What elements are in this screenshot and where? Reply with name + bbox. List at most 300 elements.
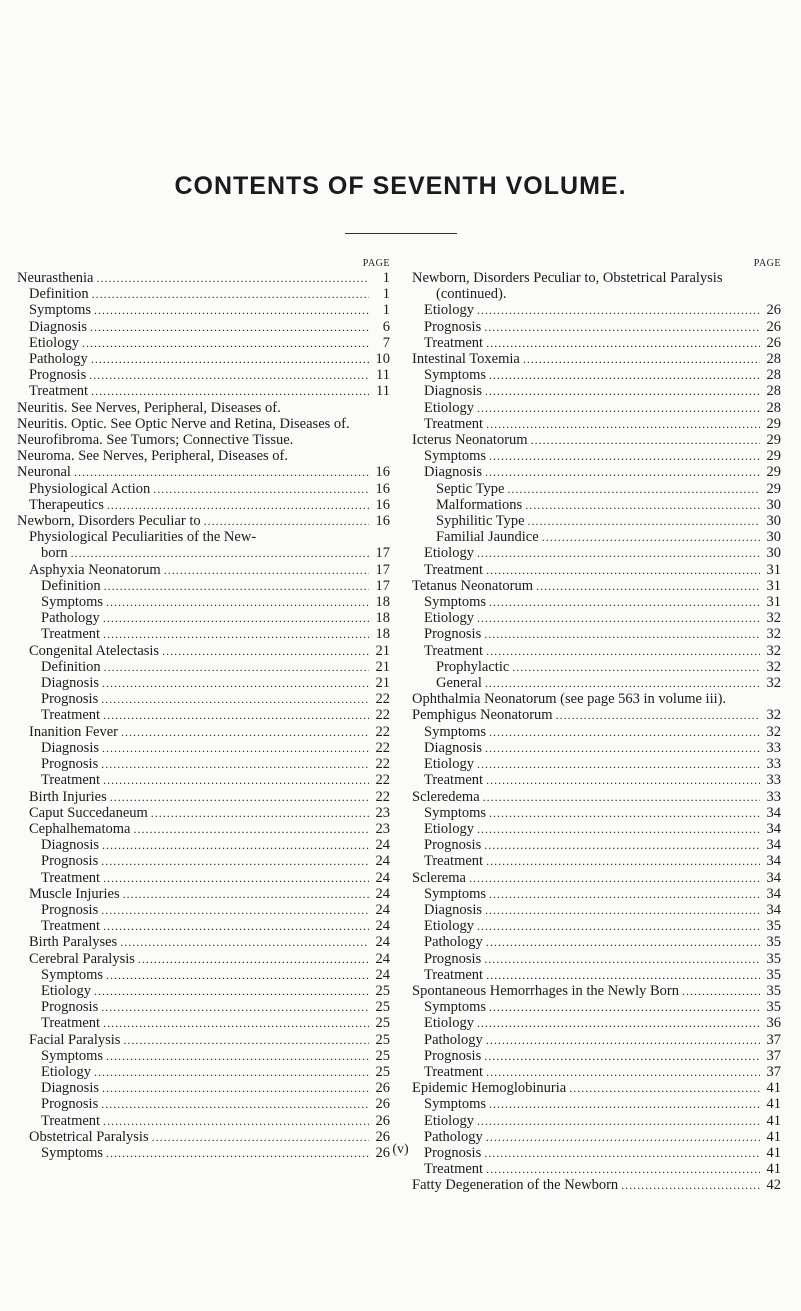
dot-leader: [91, 351, 369, 367]
dot-leader: [523, 351, 760, 367]
dot-leader: [489, 999, 760, 1015]
toc-entry-title: Treatment: [424, 1161, 484, 1178]
toc-entry: [17, 999, 390, 1015]
toc-entry-page: 25: [375, 1047, 390, 1064]
toc-entry-page: 26: [375, 1144, 390, 1161]
toc-entry-page: 29: [766, 415, 781, 432]
toc-entry-title: Symptoms: [424, 723, 487, 740]
toc-entry-title: Prognosis: [41, 691, 99, 708]
dot-leader: [507, 481, 760, 497]
toc-entry-page: 18: [375, 610, 390, 627]
toc-entry: [412, 789, 781, 805]
toc-entry: [412, 1080, 781, 1096]
toc-entry-page: 42: [766, 1177, 781, 1194]
toc-entry: [17, 562, 390, 578]
toc-entry-page: 41: [766, 1161, 781, 1178]
toc-entry-title: Treatment: [41, 918, 101, 935]
dot-leader: [486, 772, 760, 788]
toc-entry-title: Neuronal: [17, 464, 71, 481]
toc-entry: [17, 983, 390, 999]
toc-entry-title: Spontaneous Hemorrhages in the Newly Born: [412, 982, 679, 999]
toc-entry: [17, 351, 390, 367]
toc-entry-page: 35: [766, 918, 781, 935]
toc-entry-title: Symptoms: [424, 367, 487, 384]
toc-entry-title: Etiology: [424, 918, 474, 935]
toc-entry-title: Definition: [41, 577, 101, 594]
toc-entry-page: 22: [375, 723, 390, 740]
toc-entry: [412, 351, 781, 367]
toc-entry-page: 37: [766, 1063, 781, 1080]
toc-entry: [17, 756, 390, 772]
toc-entry: [17, 853, 390, 869]
toc-entry-title: Prophylactic: [436, 658, 510, 675]
dot-leader: [489, 594, 760, 610]
toc-entry-page: 22: [375, 756, 390, 773]
dot-leader: [485, 740, 760, 756]
dot-leader: [123, 886, 369, 902]
toc-entry-title: Icterus Neonatorum: [412, 432, 528, 449]
toc-entry-title: Symptoms: [41, 594, 104, 611]
dot-leader: [104, 578, 369, 594]
toc-entry-title: Treatment: [424, 415, 484, 432]
dot-leader: [512, 659, 760, 675]
toc-entry: [412, 594, 781, 610]
toc-entry: [17, 951, 390, 967]
toc-entry-title: Diagnosis: [424, 464, 482, 481]
toc-entry: [412, 999, 781, 1015]
toc-entry-title: Cephalhematoma: [29, 820, 131, 837]
dot-leader: [489, 886, 760, 902]
dot-leader: [133, 821, 369, 837]
toc-entry: [17, 286, 390, 302]
toc-entry: [412, 724, 781, 740]
dot-leader: [536, 578, 760, 594]
toc-entry-page: 28: [766, 399, 781, 416]
dot-leader: [103, 707, 369, 723]
toc-entry-title: Etiology: [424, 1112, 474, 1129]
toc-entry-title: Congenital Atelectasis: [29, 642, 160, 659]
toc-entry-title: Prognosis: [41, 999, 99, 1016]
dot-leader: [477, 918, 760, 934]
toc-entry-page: 30: [766, 545, 781, 562]
toc-entry-title: born: [41, 545, 68, 562]
dot-leader: [138, 951, 369, 967]
toc-entry: [17, 319, 390, 335]
toc-entry-title: Intestinal Toxemia: [412, 351, 520, 368]
toc-entry-title: Treatment: [41, 707, 101, 724]
title-rule: [345, 233, 457, 234]
toc-entry-title: Obstetrical Paralysis: [29, 1128, 149, 1145]
dot-leader: [103, 918, 369, 934]
dot-leader: [97, 270, 370, 286]
toc-entry-title: Neuritis. Optic. See Optic Nerve and Retina, Diseases of.: [17, 415, 350, 432]
dot-leader: [123, 1032, 369, 1048]
toc-entry-title: Etiology: [424, 302, 474, 319]
toc-entry: [412, 967, 781, 983]
toc-entry-title: Diagnosis: [424, 383, 482, 400]
dot-leader: [103, 772, 369, 788]
toc-entry-page: 33: [766, 739, 781, 756]
dot-leader: [682, 983, 760, 999]
toc-left-column: [17, 258, 390, 1161]
toc-entry-title: Therapeutics: [29, 496, 104, 513]
toc-entry-title: Treatment: [424, 561, 484, 578]
dot-leader: [103, 870, 369, 886]
toc-entry: [412, 302, 781, 318]
toc-entry: [412, 383, 781, 399]
dot-leader: [477, 545, 760, 561]
toc-entry-title: Prognosis: [41, 756, 99, 773]
toc-entry-title: Diagnosis: [29, 318, 87, 335]
toc-entry: [17, 1032, 390, 1048]
toc-entry: [412, 481, 781, 497]
toc-entry-title: Symptoms: [41, 1144, 104, 1161]
dot-leader: [477, 756, 760, 772]
toc-entry-page: 34: [766, 901, 781, 918]
toc-entry-title: Symptoms: [41, 1047, 104, 1064]
toc-entry: [17, 967, 390, 983]
dot-leader: [94, 983, 369, 999]
toc-entry: [412, 643, 781, 659]
toc-entry: [412, 626, 781, 642]
toc-entry: [412, 902, 781, 918]
dot-leader: [569, 1080, 760, 1096]
toc-entry: [412, 1064, 781, 1080]
toc-entry: [17, 448, 390, 464]
toc-entry-page: 30: [766, 513, 781, 530]
toc-entry: [17, 724, 390, 740]
toc-entry: [17, 610, 390, 626]
toc-entry: [17, 821, 390, 837]
dot-leader: [110, 789, 369, 805]
toc-entry: [17, 578, 390, 594]
toc-entry: [412, 659, 781, 675]
toc-entry-page: 26: [766, 334, 781, 351]
toc-entry: [412, 853, 781, 869]
toc-entry-title: Treatment: [41, 626, 101, 643]
toc-entry: [17, 481, 390, 497]
toc-entry-page: 24: [375, 901, 390, 918]
dot-leader: [101, 756, 369, 772]
toc-entry-page: 33: [766, 788, 781, 805]
toc-entry-page: 34: [766, 837, 781, 854]
toc-entry-title: Symptoms: [424, 448, 487, 465]
toc-entry: [412, 335, 781, 351]
toc-entry: [412, 934, 781, 950]
toc-entry-page: 24: [375, 934, 390, 951]
toc-entry-title: Diagnosis: [41, 837, 99, 854]
toc-entry-title: Asphyxia Neonatorum: [29, 561, 161, 578]
toc-entry-title: Tetanus Neonatorum: [412, 577, 533, 594]
dot-leader: [101, 999, 369, 1015]
toc-entry: [412, 562, 781, 578]
dot-leader: [621, 1177, 760, 1193]
dot-leader: [94, 1064, 369, 1080]
toc-entry: [412, 1161, 781, 1177]
toc-entry-title: Etiology: [424, 545, 474, 562]
dot-leader: [74, 464, 369, 480]
toc-right-column: [412, 258, 781, 1194]
toc-entry-title: Pathology: [41, 610, 100, 627]
toc-entry-title: Definition: [29, 286, 89, 303]
toc-entry-page: 41: [766, 1096, 781, 1113]
toc-entry-page: 32: [766, 675, 781, 692]
toc-entry: [17, 464, 390, 480]
toc-entry-title: Symptoms: [424, 999, 487, 1016]
toc-entry-page: 37: [766, 1047, 781, 1064]
toc-entry-page: 34: [766, 804, 781, 821]
dot-leader: [477, 610, 760, 626]
toc-entry-title: Etiology: [41, 1063, 91, 1080]
toc-entry-page: 18: [375, 594, 390, 611]
toc-entry: [412, 1032, 781, 1048]
toc-entry: [412, 805, 781, 821]
toc-entry: [412, 270, 781, 302]
toc-entry-page: 34: [766, 869, 781, 886]
toc-entry-page: 11: [376, 367, 390, 384]
toc-entry: [412, 400, 781, 416]
dot-leader: [121, 724, 369, 740]
toc-entry-page: 21: [375, 642, 390, 659]
toc-entry-page: 17: [375, 545, 390, 562]
toc-entry-title: Neurofibroma. See Tumors; Connective Tissue.: [17, 432, 294, 449]
toc-entry: [412, 1096, 781, 1112]
toc-entry-page: 29: [766, 464, 781, 481]
toc-entry-title: Treatment: [41, 772, 101, 789]
toc-entry: [17, 643, 390, 659]
dot-leader: [107, 497, 369, 513]
toc-entry: [412, 707, 781, 723]
toc-entry: [17, 789, 390, 805]
toc-entry: [17, 497, 390, 513]
toc-entry: [17, 513, 390, 529]
toc-entry-title: Etiology: [424, 610, 474, 627]
toc-entry-page: 24: [375, 885, 390, 902]
dot-leader: [489, 724, 760, 740]
toc-entry-title: Diagnosis: [41, 739, 99, 756]
toc-entry-title: Treatment: [424, 853, 484, 870]
dot-leader: [484, 837, 760, 853]
toc-entry-page: 7: [382, 334, 390, 351]
toc-entry: [412, 1113, 781, 1129]
page-column-header: PAGE: [753, 258, 781, 269]
toc-entry: [17, 675, 390, 691]
toc-entry-page: 28: [766, 383, 781, 400]
dot-leader: [485, 675, 760, 691]
toc-entry-title: Physiological Action: [29, 480, 151, 497]
toc-entry-title: Treatment: [424, 772, 484, 789]
toc-entry: [412, 675, 781, 691]
toc-entry: [17, 707, 390, 723]
toc-entry-title: Syphilitic Type: [436, 513, 525, 530]
toc-entry-page: 26: [375, 1080, 390, 1097]
toc-entry-title: Treatment: [424, 642, 484, 659]
toc-entry-title: Prognosis: [29, 367, 87, 384]
toc-entry-page: 11: [376, 383, 390, 400]
toc-entry-title: Diagnosis: [41, 1080, 99, 1097]
toc-entry-page: 25: [375, 999, 390, 1016]
dot-leader: [486, 335, 760, 351]
dot-leader: [104, 659, 369, 675]
toc-entry-page: 24: [375, 918, 390, 935]
toc-entry: [412, 432, 781, 448]
toc-entry-title: Symptoms: [29, 302, 92, 319]
toc-entry-page: 25: [375, 1031, 390, 1048]
dot-leader: [484, 319, 760, 335]
toc-entry: [17, 1113, 390, 1129]
toc-entry-title: Physiological Peculiarities of the New-: [29, 529, 257, 546]
dot-leader: [485, 383, 760, 399]
toc-entry-page: 34: [766, 885, 781, 902]
dot-leader: [486, 643, 760, 659]
toc-entry-title: Diagnosis: [41, 675, 99, 692]
dot-leader: [101, 1096, 369, 1112]
toc-entry-page: 35: [766, 999, 781, 1016]
toc-entry-page: 32: [766, 642, 781, 659]
toc-entry-page: 25: [375, 982, 390, 999]
toc-list-left: [17, 270, 390, 1161]
toc-entry: [412, 367, 781, 383]
toc-entry-title: Symptoms: [424, 1096, 487, 1113]
toc-entry: [412, 1048, 781, 1064]
dot-leader: [484, 626, 760, 642]
dot-leader: [477, 400, 760, 416]
toc-entry-title: Prognosis: [424, 1144, 482, 1161]
toc-entry-page: 24: [375, 869, 390, 886]
toc-list-right: [412, 270, 781, 1194]
toc-entry-page: 26: [375, 1096, 390, 1113]
toc-entry: [412, 691, 781, 707]
toc-entry-title: Newborn, Disorders Peculiar to, Obstetrical Paralysis (continued).: [412, 270, 723, 303]
dot-leader: [485, 902, 760, 918]
dot-leader: [484, 1048, 760, 1064]
toc-entry: [412, 918, 781, 934]
toc-entry-page: 24: [375, 966, 390, 983]
toc-entry-page: 35: [766, 950, 781, 967]
toc-entry: [17, 626, 390, 642]
dot-leader: [486, 562, 760, 578]
toc-entry-page: 16: [375, 480, 390, 497]
toc-entry: [412, 545, 781, 561]
toc-entry-page: 28: [766, 367, 781, 384]
toc-entry-title: Pemphigus Neonatorum: [412, 707, 553, 724]
toc-entry: [17, 367, 390, 383]
toc-entry-title: Etiology: [424, 756, 474, 773]
toc-entry-title: Neuroma. See Nerves, Peripheral, Diseases of.: [17, 448, 288, 465]
toc-entry: [17, 934, 390, 950]
toc-entry: [412, 319, 781, 335]
dot-leader: [204, 513, 369, 529]
toc-entry-page: 26: [375, 1128, 390, 1145]
toc-entry-title: Prognosis: [424, 950, 482, 967]
toc-entry-title: Treatment: [424, 334, 484, 351]
dot-leader: [103, 626, 369, 642]
toc-entry: [17, 691, 390, 707]
toc-entry: [412, 983, 781, 999]
dot-leader: [106, 594, 369, 610]
toc-entry: [412, 1015, 781, 1031]
toc-entry-title: Prognosis: [424, 837, 482, 854]
dot-leader: [82, 335, 369, 351]
toc-entry-page: 24: [375, 853, 390, 870]
toc-entry-title: Pathology: [29, 351, 88, 368]
toc-entry-title: Sclerema: [412, 869, 466, 886]
dot-leader: [101, 853, 369, 869]
toc-entry: [412, 416, 781, 432]
toc-entry: [412, 529, 781, 545]
toc-entry-page: 34: [766, 853, 781, 870]
toc-entry-page: 26: [766, 302, 781, 319]
toc-entry: [17, 270, 390, 286]
toc-entry: [17, 805, 390, 821]
dot-leader: [153, 481, 369, 497]
dot-leader: [103, 1015, 369, 1031]
toc-entry-page: 21: [375, 658, 390, 675]
toc-entry-page: 25: [375, 1063, 390, 1080]
toc-entry-page: 32: [766, 723, 781, 740]
toc-entry: [412, 513, 781, 529]
toc-entry-page: 24: [375, 837, 390, 854]
toc-entry: [17, 1080, 390, 1096]
toc-entry-page: 17: [375, 577, 390, 594]
toc-entry: [412, 886, 781, 902]
page-column-header: PAGE: [362, 258, 390, 269]
toc-entry-page: 26: [766, 318, 781, 335]
toc-entry: [412, 756, 781, 772]
toc-entry-title: Neurasthenia: [17, 270, 94, 286]
dot-leader: [556, 707, 760, 723]
dot-leader: [483, 789, 760, 805]
toc-entry-page: 30: [766, 529, 781, 546]
toc-entry-title: Treatment: [424, 1063, 484, 1080]
toc-entry-title: Prognosis: [424, 318, 482, 335]
toc-entry-page: 23: [375, 820, 390, 837]
toc-entry: [17, 545, 390, 561]
toc-entry: [412, 610, 781, 626]
toc-entry-title: Fatty Degeneration of the Newborn: [412, 1177, 619, 1194]
toc-entry: [17, 594, 390, 610]
toc-entry-page: 1: [382, 286, 390, 303]
toc-entry-page: 31: [766, 594, 781, 611]
toc-entry-page: 31: [766, 577, 781, 594]
toc-entry-title: Pathology: [424, 1128, 483, 1145]
page-title: CONTENTS OF SEVENTH VOLUME.: [174, 172, 627, 200]
toc-entry: [17, 659, 390, 675]
toc-entry-page: 34: [766, 820, 781, 837]
dot-leader: [92, 286, 369, 302]
dot-leader: [71, 545, 369, 561]
toc-entry-page: 32: [766, 658, 781, 675]
dot-leader: [489, 367, 760, 383]
dot-leader: [525, 497, 760, 513]
toc-entry-page: 41: [766, 1144, 781, 1161]
dot-leader: [486, 934, 760, 950]
toc-entry-title: Inanition Fever: [29, 723, 118, 740]
toc-entry-title: Ophthalmia Neonatorum (see page 563 in volume iii).: [412, 691, 727, 708]
toc-entry: [17, 740, 390, 756]
toc-entry-page: 24: [375, 950, 390, 967]
dot-leader: [486, 853, 760, 869]
toc-entry-title: Newborn, Disorders Peculiar to: [17, 513, 201, 530]
toc-entry-page: 30: [766, 496, 781, 513]
dot-leader: [485, 464, 760, 480]
toc-entry-page: 16: [375, 496, 390, 513]
dot-leader: [102, 740, 369, 756]
toc-entry-page: 22: [375, 707, 390, 724]
toc-entry-page: 22: [375, 788, 390, 805]
toc-entry-title: Pathology: [424, 1031, 483, 1048]
dot-leader: [102, 1080, 369, 1096]
